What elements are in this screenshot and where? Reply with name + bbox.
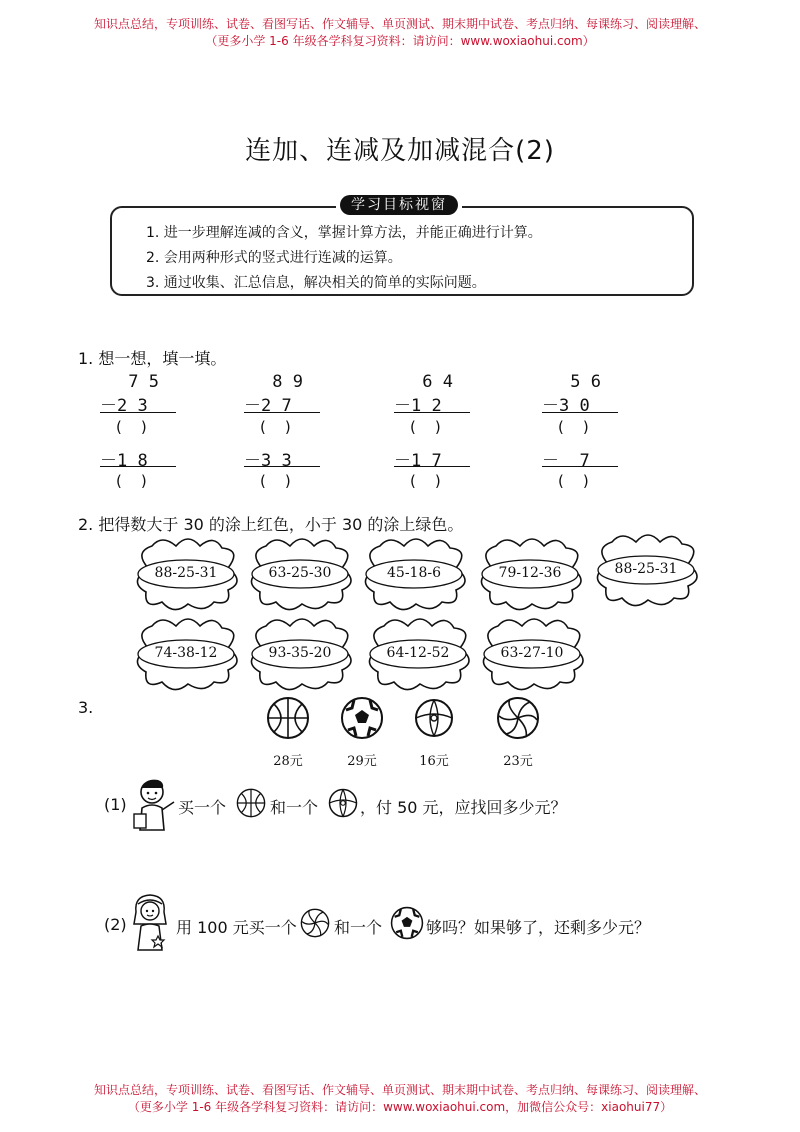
top-banner (0, 16, 800, 50)
sub-question-1-text-c: ，付 50 元，应找回多少元？ (360, 798, 567, 817)
beach-ball-icon (328, 788, 358, 818)
subtrahend-1: －1 2 (394, 396, 442, 416)
page-title: 连加、连减及加减混合(2) (245, 136, 555, 166)
calc-line (542, 412, 618, 413)
top-banner-line1: 知识点总结，专项训练、试卷、看图写话、作文辅导、单页测试、期末期中试卷、考点归纳、每课练习、阅读理解、 (93, 17, 706, 31)
minuend: 5 6 (560, 372, 601, 392)
answer-blank[interactable]: ( ) (260, 472, 291, 490)
flower-expression: 74-38-12 (154, 645, 218, 661)
calc-line (542, 466, 618, 467)
answer-blank[interactable]: ( ) (558, 472, 589, 490)
flower-cell-1[interactable] (128, 538, 244, 616)
bottom-banner-line2: （更多小学 1-6 年级各学科复习资料：请访问：www.woxiaohui.com，加微信公众号：xiaohui77） (127, 1100, 673, 1114)
answer-blank[interactable]: ( ) (410, 418, 441, 436)
flower-cell-9[interactable] (474, 618, 590, 696)
flower-cell-2[interactable] (242, 538, 358, 616)
basketball-icon (266, 696, 310, 740)
subtrahend-1: －2 3 (100, 396, 148, 416)
beach-ball-price: 16元 (419, 754, 449, 769)
soccer-ball-icon (390, 906, 424, 940)
flower-cell-3[interactable] (356, 538, 472, 616)
sub-question-2-text-b: 和一个 (334, 918, 383, 937)
bottom-banner-line1: 知识点总结，专项训练、试卷、看图写话、作文辅导、单页测试、期末期中试卷、考点归纳、每课练习、阅读理解、 (93, 1083, 706, 1097)
goal-item-2: 2. 会用两种形式的竖式进行连减的运算。 (146, 250, 402, 266)
flower-cell-5[interactable] (588, 534, 704, 612)
calc-line (100, 466, 176, 467)
sub-question-1-number: (1) (104, 795, 127, 814)
basketball-icon (236, 788, 266, 818)
sub-question-2-text-a: 用 100 元买一个 (176, 918, 297, 937)
subtrahend-2: －1 8 (100, 451, 148, 471)
goal-item-1: 1. 进一步理解连减的含义，掌握计算方法，并能正确进行计算。 (146, 225, 542, 241)
beach-ball-icon (414, 698, 454, 738)
flower-expression: 79-12-36 (498, 565, 562, 581)
question-1-label: 1. 想一想，填一填。 (78, 349, 227, 368)
minuend: 6 4 (412, 372, 453, 392)
sub-question-2-number: (2) (104, 915, 127, 934)
girl-icon (128, 892, 174, 952)
minuend: 8 9 (262, 372, 303, 392)
calc-line (394, 466, 470, 467)
answer-blank[interactable]: ( ) (410, 472, 441, 490)
flower-cell-6[interactable] (128, 618, 244, 696)
flower-cell-8[interactable] (360, 618, 476, 696)
subtrahend-1: －3 0 (542, 396, 590, 416)
answer-blank[interactable]: ( ) (260, 418, 291, 436)
basketball-price: 28元 (273, 754, 303, 769)
calc-line (244, 412, 320, 413)
volleyball-price: 23元 (503, 754, 533, 769)
subtrahend-2: － 7 (542, 451, 590, 471)
flower-expression: 64-12-52 (386, 645, 450, 661)
question-2-label: 2. 把得数大于 30 的涂上红色，小于 30 的涂上绿色。 (78, 515, 464, 534)
soccer-ball-price: 29元 (347, 754, 377, 769)
soccer-ball-icon (340, 696, 384, 740)
bottom-banner (0, 1082, 800, 1116)
sub-question-1-text-a: 买一个 (178, 798, 227, 817)
calc-line (100, 412, 176, 413)
flower-expression: 63-25-30 (268, 565, 332, 581)
flower-expression: 63-27-10 (500, 645, 564, 661)
top-banner-line2: （更多小学 1-6 年级各学科复习资料：请访问：www.woxiaohui.com） (205, 34, 595, 48)
calc-line (244, 466, 320, 467)
goal-item-3: 3. 通过收集、汇总信息，解决相关的简单的实际问题。 (146, 275, 486, 291)
volleyball-icon (496, 696, 540, 740)
question-3-label: 3. (78, 698, 94, 717)
subtrahend-1: －2 7 (244, 396, 292, 416)
flower-expression: 88-25-31 (154, 565, 218, 581)
learning-goals-tag (336, 193, 462, 219)
answer-blank[interactable]: ( ) (116, 472, 147, 490)
sub-question-2-text-c: 够吗？如果够了，还剩多少元？ (426, 918, 651, 937)
answer-blank[interactable]: ( ) (558, 418, 589, 436)
flower-expression: 88-25-31 (614, 561, 678, 577)
sub-question-1-text-b: 和一个 (270, 798, 319, 817)
subtrahend-2: －3 3 (244, 451, 292, 471)
minuend: 7 5 (118, 372, 159, 392)
volleyball-icon (300, 908, 330, 938)
subtrahend-2: －1 7 (394, 451, 442, 471)
flower-expression: 93-35-20 (268, 645, 332, 661)
flower-cell-7[interactable] (242, 618, 358, 696)
flower-expression: 45-18-6 (387, 565, 441, 581)
answer-blank[interactable]: ( ) (116, 418, 147, 436)
learning-goals-tag-label: 学习目标视窗 (340, 195, 458, 215)
flower-cell-4[interactable] (472, 538, 588, 616)
calc-line (394, 412, 470, 413)
boy-icon (130, 776, 176, 832)
